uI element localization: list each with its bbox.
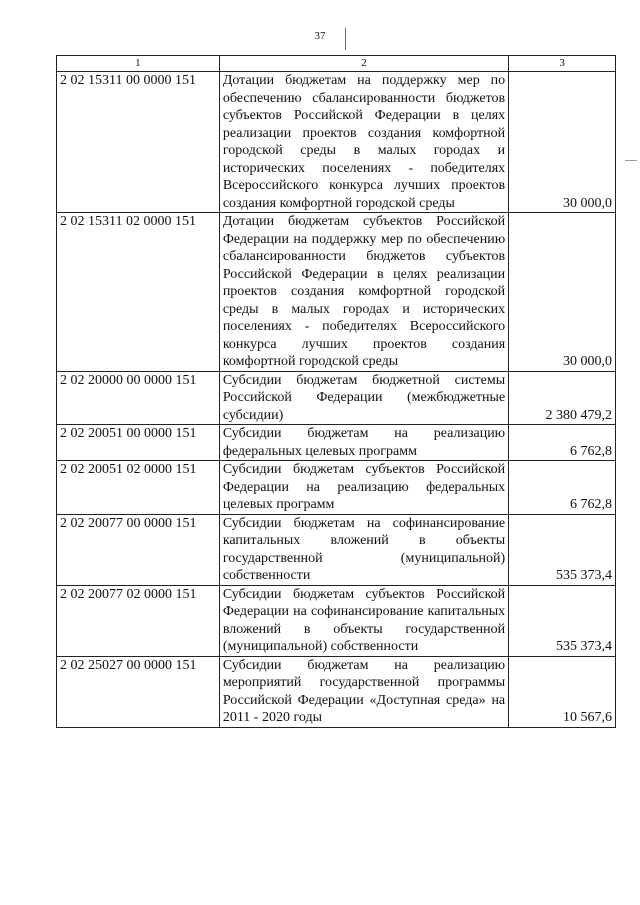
budget-code: 2 02 15311 02 0000 151: [57, 213, 220, 372]
budget-item-name: Субсидии бюджетам субъектов Российской Федерации на софинансирование капитальных вложений в объекты государственной (муниципальной) собственности: [219, 585, 508, 656]
budget-amount: 10 567,6: [509, 656, 616, 727]
budget-amount: 535 373,4: [509, 514, 616, 585]
table-header-row: [57, 56, 616, 72]
budget-code: 2 02 20000 00 0000 151: [57, 371, 220, 425]
budget-code: 2 02 15311 00 0000 151: [57, 72, 220, 213]
header-cell-amount: 3: [509, 56, 616, 72]
table-row: [57, 425, 616, 461]
budget-table: [56, 55, 616, 728]
budget-amount: 30 000,0: [509, 213, 616, 372]
table-row: [57, 461, 616, 515]
table-row: [57, 72, 616, 213]
budget-code: 2 02 20077 00 0000 151: [57, 514, 220, 585]
budget-amount: 535 373,4: [509, 585, 616, 656]
budget-code: 2 02 20051 02 0000 151: [57, 461, 220, 515]
budget-amount: 6 762,8: [509, 461, 616, 515]
budget-item-name: Субсидии бюджетам на софинансирование капитальных вложений в объекты государственной (муниципальной) собственности: [219, 514, 508, 585]
budget-amount: 2 380 479,2: [509, 371, 616, 425]
table-row: [57, 656, 616, 727]
budget-code: 2 02 25027 00 0000 151: [57, 656, 220, 727]
header-cell-name: 2: [219, 56, 508, 72]
budget-item-name: Субсидии бюджетам субъектов Российской Федерации на реализацию федеральных целевых программ: [219, 461, 508, 515]
table-row: [57, 585, 616, 656]
budget-amount: 30 000,0: [509, 72, 616, 213]
budget-item-name: Дотации бюджетам на поддержку мер по обеспечению сбалансированности бюджетов субъектов Российской Федерации в целях реализации проектов создания комфортной городской среды в малых городах и исторических поселениях - победителях Всероссийского конкурса лучших проектов создания комфортной городской среды: [219, 72, 508, 213]
budget-item-name: Субсидии бюджетам на реализацию федеральных целевых программ: [219, 425, 508, 461]
table-row: [57, 371, 616, 425]
scan-mark: [625, 160, 637, 161]
scan-mark: [345, 28, 346, 50]
budget-item-name: Субсидии бюджетам на реализацию мероприятий государственной программы Российской Федерации «Доступная среда» на 2011 - 2020 годы: [219, 656, 508, 727]
table-row: [57, 213, 616, 372]
budget-amount: 6 762,8: [509, 425, 616, 461]
budget-item-name: Субсидии бюджетам бюджетной системы Российской Федерации (межбюджетные субсидии): [219, 371, 508, 425]
budget-code: 2 02 20051 00 0000 151: [57, 425, 220, 461]
page-number: 37: [314, 30, 326, 42]
header-cell-code: 1: [57, 56, 220, 72]
budget-code: 2 02 20077 02 0000 151: [57, 585, 220, 656]
budget-item-name: Дотации бюджетам субъектов Российской Федерации на поддержку мер по обеспечению сбалансированности бюджетов субъектов Российской Федерации в целях реализации проектов создания комфортной городской среды в малых городах и исторических поселениях - победителях Всероссийского конкурса лучших проектов создания комфортной городской среды: [219, 213, 508, 372]
table-row: [57, 514, 616, 585]
